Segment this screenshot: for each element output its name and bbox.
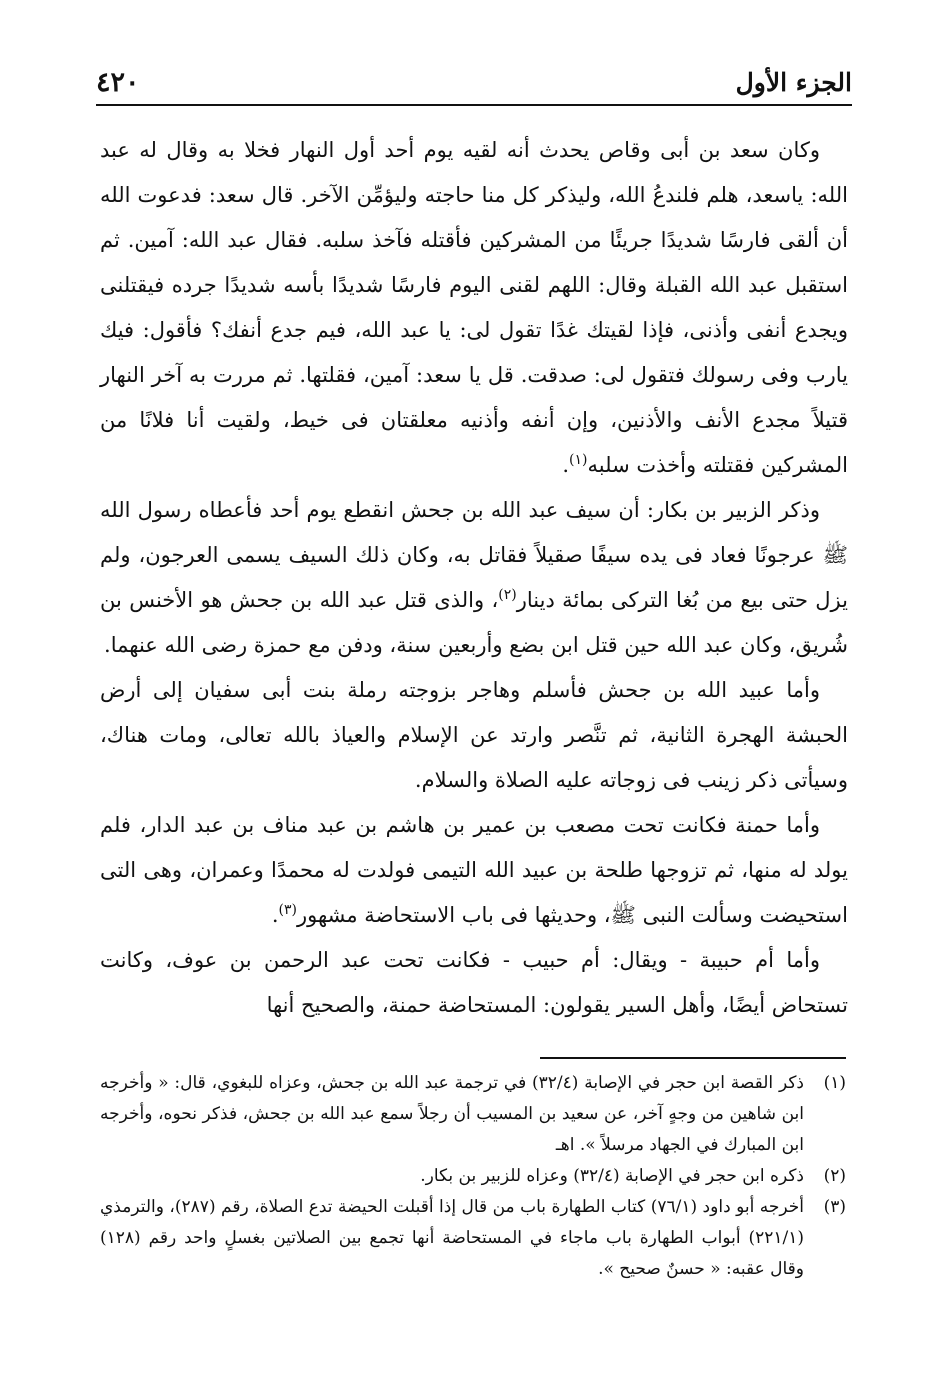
paragraph-text-tail: ، والذى قتل عبد الله بن جحش هو الأخنس بن شُريق، وكان عبد الله حين قتل ابن بضع وأربعين سنة، ودفن مع حمزة رضى الله عنهما. (100, 588, 848, 657)
footnote-separator (540, 1057, 846, 1059)
footnote-ref: (١) (569, 452, 588, 468)
footnote-text: ذكره ابن حجر في الإصابة (٣٢/٤) وعزاه للزبير بن بكار. (420, 1166, 804, 1186)
footnotes (100, 1068, 846, 1285)
paragraph-text: وأما عبيد الله بن جحش فأسلم وهاجر بزوجته رملة بنت أبى سفيان إلى أرض الحبشة الهجرة الثانية، ثم تنَّصر وارتد عن الإسلام والعياذ بالله تعالى، ومات هناك، وسيأتى ذكر زينب فى زوجاته عليه الصلاة والسلام. (100, 678, 848, 792)
paragraph-text: وكان سعد بن أبى وقاص يحدث أنه لقيه يوم أحد أول النهار فخلا به وقال له عبد الله: ياسعد، هلم فلندعُ الله، وليذكر كل منا حاجته وليؤمِّن الآخر. قال سعد: فدعوت الله أن ألقى فارسًا شديدًا جريئًا من المشركين فأقتله فآخذ سلبه. فقال عبد الله: آمين. ثم استقبل عبد الله القبلة وقال: اللهم لقنى اليوم فارسًا شديدًا بأسه شديدًا جرده فيقتلنى ويجدع أنفى وأذنى، فإذا لقيتك غدًا تقول لى: يا عبد الله، فيم جدع أنفك؟ فأقول: فيك يارب وفى رسولك فتقول لى: صدقت. قل يا سعد: آمين، فقلتها. ثم مررت به آخر النهار قتيلاً مجدع الأنف والأذنين، وإن أنفه وأذنيه معلقتان فى خيط، ولقيت أنا فلانًا من المشركين فقتلته وأخذت سلبه (100, 138, 848, 477)
paragraph (100, 668, 848, 803)
footnote-number: (١) (823, 1073, 846, 1093)
running-title: الجزء الأول (735, 67, 852, 97)
footnote (100, 1068, 846, 1161)
footnote (100, 1192, 846, 1285)
page-header (96, 60, 852, 106)
paragraph-text-tail: . (562, 453, 570, 477)
paragraph-text: وأما أم حبيبة - ويقال: أم حبيب - فكانت تحت عبد الرحمن بن عوف، وكانت تستحاض أيضًا، وأهل السير يقولون: المستحاضة حمنة، والصحيح أنها (100, 948, 848, 1017)
paragraph-text: وذكر الزبير بن بكار: أن سيف عبد الله بن جحش انقطع يوم أحد فأعطاه رسول الله ﷺ عرجونًا فعاد فى يده سيفًا صقيلاً فقاتل به، وكان ذلك السيف يسمى العرجون، ولم يزل حتى بيع من بُغا التركى بمائة دينار (100, 498, 848, 612)
paragraph (100, 938, 848, 1028)
footnote-text: ذكر القصة ابن حجر في الإصابة (٣٢/٤) في ترجمة عبد الله بن جحش، وعزاه للبغوي، قال: « وأخرجه ابن شاهين من وجهٍ آخر، عن سعيد بن المسيب أن رجلاً سمع عبد الله بن جحش، فذكر نحوه، وأخرجه ابن المبارك في الجهاد مرسلاً ». اهـ (100, 1073, 804, 1155)
footnote (100, 1161, 846, 1192)
footnote-text: أخرجه أبو داود (٧٦/١) كتاب الطهارة باب من قال إذا أقبلت الحيضة تدع الصلاة، رقم (٢٨٧)، والترمذي (٢٢١/١) أبواب الطهارة باب ماجاء في المستحاضة أنها تجمع بين الصلاتين بغسلٍ واحد رقم (١٢٨) وقال عقبه: « حسنٌ صحيح ». (100, 1197, 804, 1279)
paragraph-text: وأما حمنة فكانت تحت مصعب بن عمير بن هاشم بن عبد مناف بن عبد الدار، فلم يولد له منها، ثم تزوجها طلحة بن عبيد الله التيمى فولدت له محمدًا وعمران، وهى التى استحيضت وسألت النبى ﷺ، وحديثها فى باب الاستحاضة مشهور (100, 813, 848, 927)
footnote-ref: (٢) (498, 587, 517, 603)
main-text (100, 128, 848, 1028)
footnote-ref: (٣) (278, 902, 297, 918)
paragraph (100, 803, 848, 938)
paragraph-text-tail: . (271, 903, 279, 927)
paragraph (100, 488, 848, 668)
paragraph (100, 128, 848, 488)
page-number: ٤٢٠ (96, 66, 140, 98)
footnote-number: (٣) (823, 1197, 846, 1217)
footnote-number: (٢) (823, 1166, 846, 1186)
